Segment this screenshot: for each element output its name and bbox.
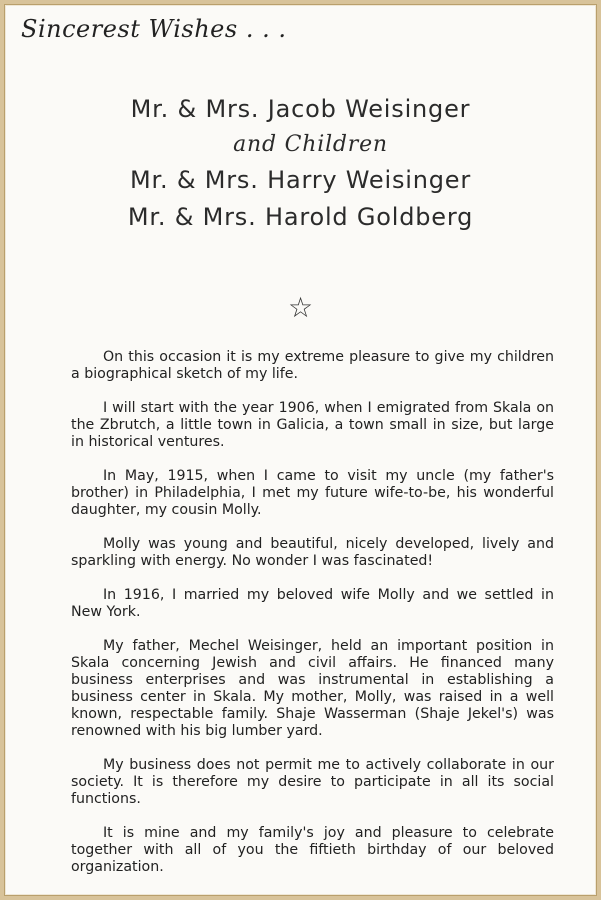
name-line-jacob: Mr. & Mrs. Jacob Weisinger <box>130 95 471 123</box>
paragraph: On this occasion it is my extreme pleasure to give my children a biographical sketch of my life. <box>71 349 554 382</box>
paragraph: I will start with the year 1906, when I emigrated from Skala on the Zbrutch, a little town in Galicia, a town small in size, but large in historical ventures. <box>71 400 554 450</box>
names-block <box>5 91 596 236</box>
paragraph: It is mine and my family's joy and pleasure to celebrate together with all of you the fiftieth birthday of our beloved organization. <box>71 825 554 875</box>
paragraph: My father, Mechel Weisinger, held an important position in Skala concerning Jewish and civil affairs. He financed many business enterprises and was instrumental in establishing a business center in Skala. My mother, Molly, was raised in a well known, respectable family. Shaje Wasserman (Shaje Jekel's) was renowned with his big lumber yard. <box>71 638 554 739</box>
greeting-heading: Sincerest Wishes . . . <box>21 15 287 43</box>
paragraph: In 1916, I married my beloved wife Molly and we settled in New York. <box>71 587 554 620</box>
star-outline-icon: ☆ <box>287 291 314 324</box>
letter-body <box>71 349 554 893</box>
paragraph: My business does not permit me to actively collaborate in our society. It is therefore my desire to participate in all its social functions. <box>71 757 554 807</box>
document-page <box>4 4 597 896</box>
name-line-harold: Mr. & Mrs. Harold Goldberg <box>127 203 474 231</box>
name-line-children: and Children <box>233 132 388 157</box>
paragraph: In May, 1915, when I came to visit my uncle (my father's brother) in Philadelphia, I met my future wife-to-be, his wonderful daughter, my cousin Molly. <box>71 468 554 518</box>
name-line-harry: Mr. & Mrs. Harry Weisinger <box>129 166 471 194</box>
paragraph: Molly was young and beautiful, nicely developed, lively and sparkling with energy. No wonder I was fascinated! <box>71 536 554 569</box>
